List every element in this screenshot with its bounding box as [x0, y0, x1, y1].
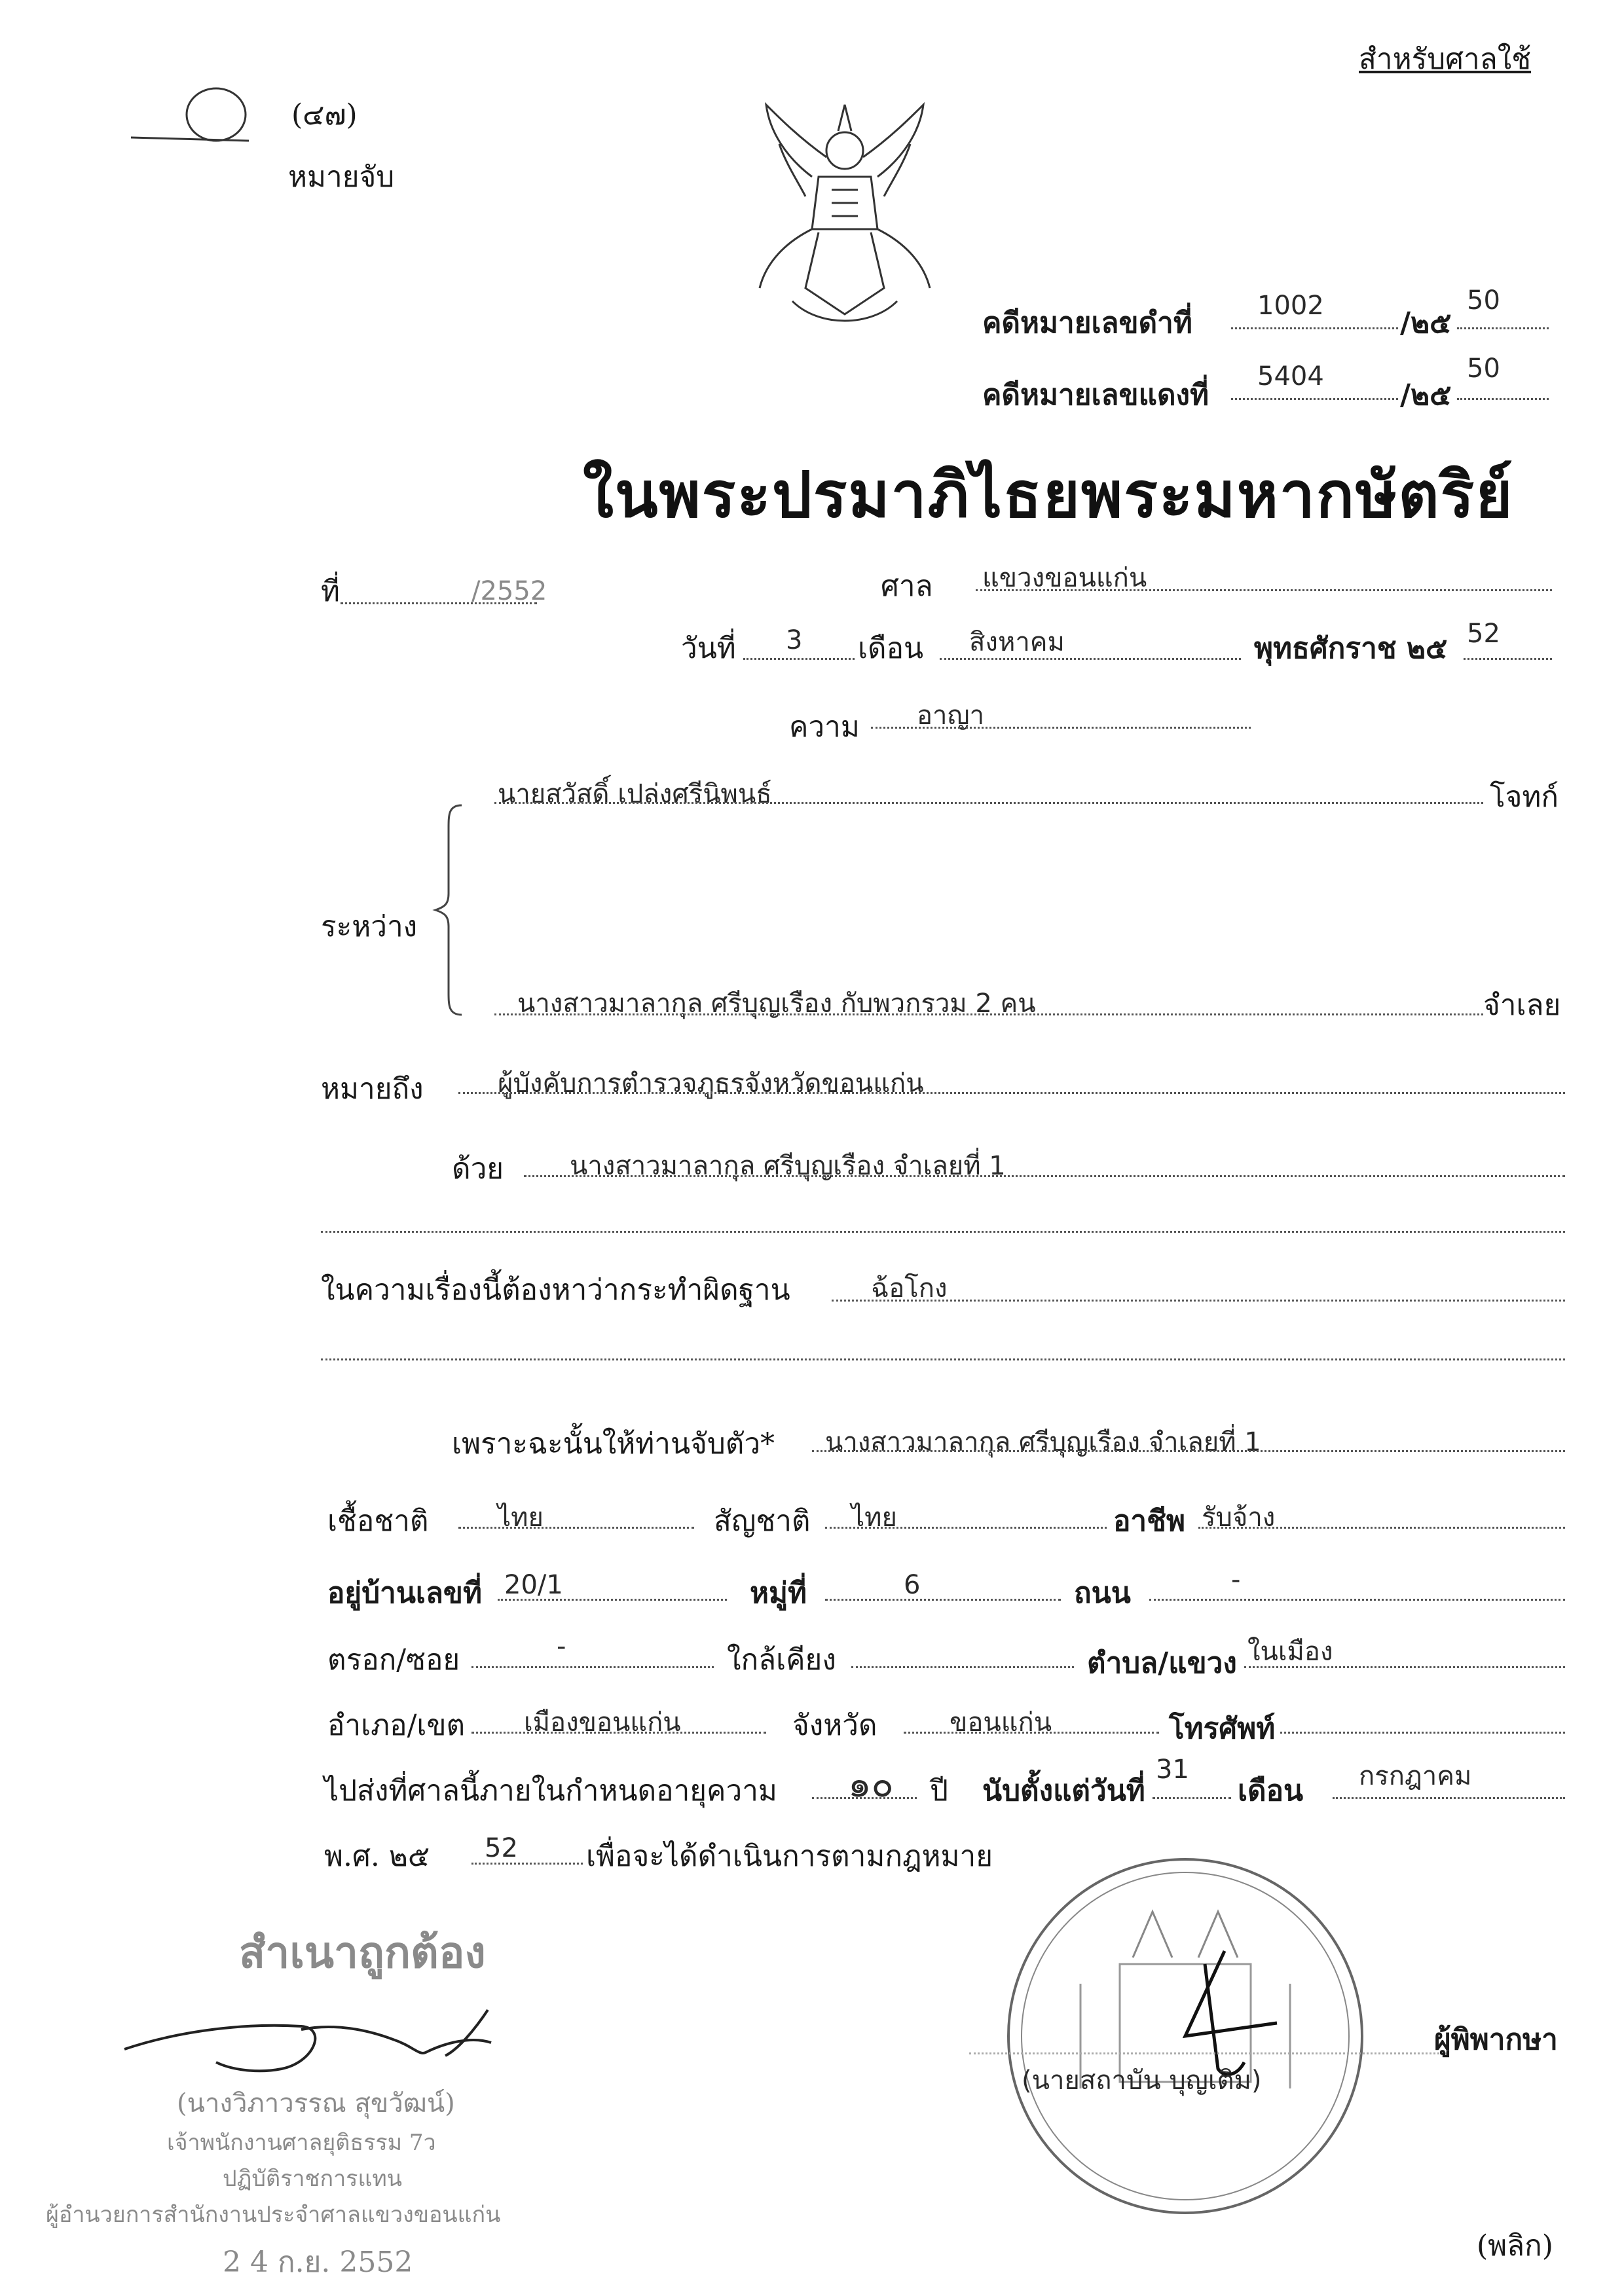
black-case-year: 50 — [1467, 285, 1500, 316]
between-brace — [432, 802, 471, 1018]
charge-value: ฉ้อโกง — [871, 1273, 948, 1303]
deadline-month-label: เดือน — [1238, 1774, 1304, 1808]
province-label: จังหวัด — [792, 1709, 877, 1742]
date-value: 3 — [786, 625, 803, 655]
soi-value: - — [557, 1631, 566, 1662]
from-date-value: 31 — [1156, 1755, 1189, 1785]
province-value: ขอนแก่น — [950, 1707, 1052, 1738]
district-value: เมืองขอนแก่น — [524, 1707, 681, 1738]
charge-label: ในความเรื่องนี้ต้องหาว่ากระทำผิดฐาน — [321, 1273, 790, 1307]
road-value: - — [1231, 1565, 1241, 1595]
director-text: ผู้อำนวยการสำนักงานประจำศาลแขวงขอนแก่น — [46, 2202, 501, 2228]
with-value: นางสาวมาลากุล ศรีบุญเรือง จำเลยที่ 1 — [570, 1151, 1006, 1181]
red-case-year-prefix: /๒๕ — [1400, 378, 1452, 412]
black-case-year-prefix: /๒๕ — [1400, 306, 1452, 340]
send-label: ไปส่งที่ศาลนี้ภายในกำหนดอายุความ — [324, 1774, 777, 1808]
race-value: ไทย — [498, 1503, 544, 1533]
nationality-value: ไทย — [851, 1503, 897, 1533]
true-copy-stamp: สำเนาถูกต้อง — [239, 1927, 486, 1978]
moo-value: 6 — [904, 1570, 921, 1600]
nationality-label: สัญชาติ — [714, 1504, 811, 1538]
defendant-label: จำเลย — [1483, 989, 1561, 1022]
soi-label: ตรอก/ซอย — [327, 1643, 460, 1677]
subdistrict-label: ตำบล/แขวง — [1087, 1647, 1237, 1680]
no-label: ที่ — [321, 575, 341, 608]
plaintiff-name: นายสวัสดิ์ เปล่งศรีนิพนธ์ — [498, 779, 772, 809]
case-type-label: ความ — [789, 710, 860, 744]
court-use-note: สำหรับศาลใช้ — [1359, 43, 1532, 76]
near-label: ใกล้เคียง — [727, 1643, 836, 1677]
race-label: เชื้อชาติ — [327, 1504, 429, 1538]
month-value: สิงหาคม — [969, 627, 1065, 657]
certifier-name: (นางวิภาวรรณ สุขวัฒน์) — [177, 2088, 455, 2119]
defendant-name: นางสาวมาลากุล ศรีบุญเรือง กับพวกรวม 2 คน — [517, 989, 1036, 1019]
punch-hole-mark — [131, 79, 262, 151]
red-case-year: 50 — [1467, 354, 1500, 384]
certifier-title: เจ้าพนักงานศาลยุติธรรม 7ว — [167, 2130, 436, 2156]
deadline-be-value: 52 — [485, 1833, 518, 1863]
warrant-to-value: ผู้บังคับการตำรวจภูธรจังหวัดขอนแก่น — [498, 1068, 924, 1099]
cert-date: 2 4 ก.ย. 2552 — [223, 2246, 413, 2279]
district-label: อำเภอ/เขต — [327, 1709, 466, 1742]
plaintiff-label: โจทก์ — [1490, 780, 1559, 814]
red-case-number: 5404 — [1257, 361, 1324, 392]
moo-label: หมู่ที่ — [750, 1576, 807, 1610]
house-label: อยู่บ้านเลขที่ — [327, 1576, 483, 1610]
phone-label: โทรศัพท์ — [1169, 1712, 1276, 1745]
be-value: 52 — [1467, 619, 1500, 649]
judge-title: ผู้พิพากษา — [1434, 2023, 1558, 2056]
road-label: ถนน — [1074, 1576, 1131, 1610]
occupation-value: รับจ้าง — [1202, 1503, 1276, 1533]
no-value: /2552 — [471, 576, 547, 606]
therefore-label: เพราะฉะนั้นให้ท่านจับตัว* — [452, 1427, 775, 1461]
therefore-value: นางสาวมาลากุล ศรีบุญเรือง จำเลยที่ 1 — [825, 1427, 1261, 1457]
turn-over-note: (พลิก) — [1477, 2229, 1553, 2263]
document-title: ในพระปรมาภิไธยพระมหากษัตริย์ — [583, 458, 1514, 532]
occupation-label: อาชีพ — [1113, 1504, 1185, 1538]
years-value: ๑๐ — [848, 1763, 894, 1806]
warrant-to-label: หมายถึง — [321, 1072, 424, 1106]
purpose-text: เพื่อจะได้ดำเนินการตามกฎหมาย — [586, 1840, 993, 1873]
house-value: 20/1 — [504, 1570, 563, 1600]
date-label: วันที่ — [681, 632, 736, 665]
from-date-label: นับตั้งแต่วันที่ — [982, 1774, 1145, 1808]
month-label: เดือน — [858, 632, 924, 665]
form-name: หมายจับ — [288, 160, 395, 194]
years-label: ปี — [930, 1774, 948, 1808]
case-type-value: อาญา — [917, 701, 985, 731]
court-value: แขวงขอนแก่น — [982, 563, 1147, 593]
black-case-number: 1002 — [1257, 291, 1324, 321]
black-case-label: คดีหมายเลขดำที่ — [982, 306, 1192, 340]
with-label: ด้วย — [452, 1152, 504, 1186]
subdistrict-value: ในเมือง — [1247, 1637, 1333, 1667]
red-case-label: คดีหมายเลขแดงที่ — [982, 378, 1209, 412]
garuda-emblem — [740, 92, 950, 334]
acting-text: ปฏิบัติราชการแทน — [223, 2166, 403, 2192]
court-label: ศาล — [881, 570, 933, 603]
certifier-signature — [118, 1990, 537, 2088]
judge-name: (นายสถาบัน บุญเติม) — [1022, 2066, 1262, 2096]
form-number: (๔๗) — [291, 98, 358, 132]
be-label: พุทธศักราช ๒๕ — [1254, 632, 1448, 665]
between-label: ระหว่าง — [321, 910, 418, 943]
deadline-month-value: กรกฎาคม — [1359, 1761, 1472, 1791]
deadline-be-label: พ.ศ. ๒๕ — [324, 1840, 430, 1873]
